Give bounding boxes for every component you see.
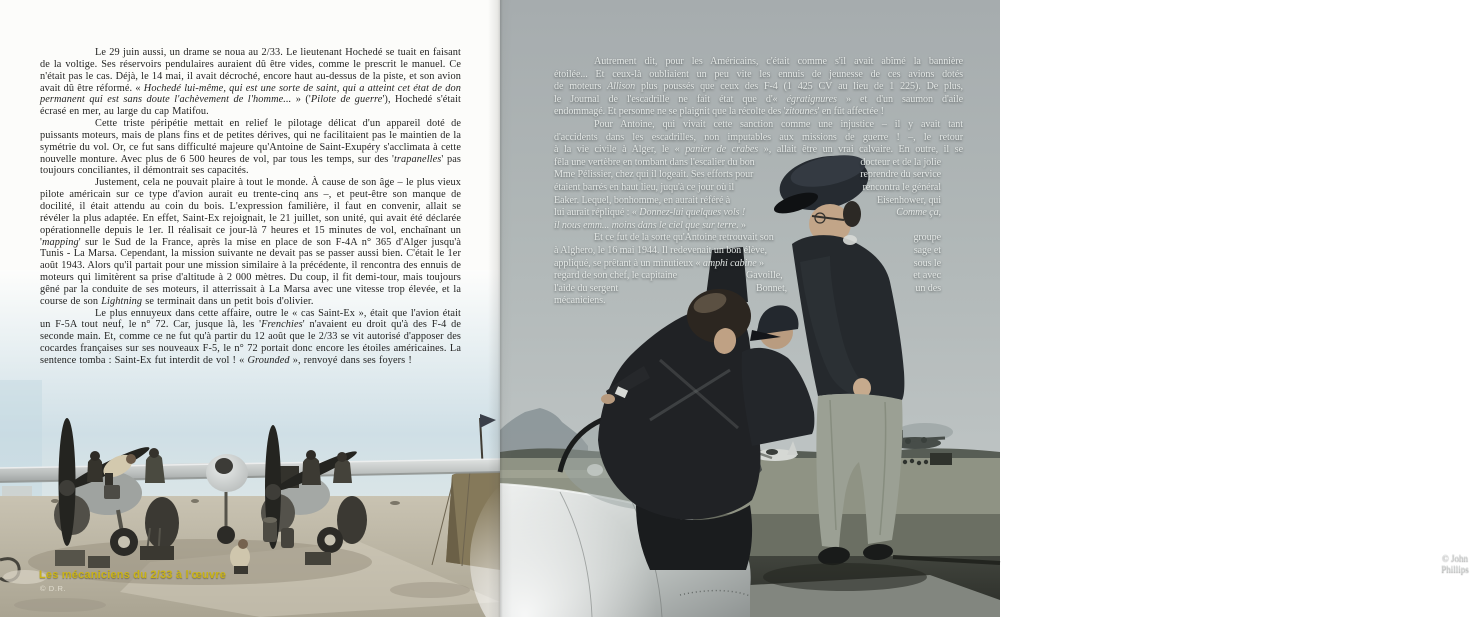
right-page [500,0,1469,617]
text-line: d'accidents dans les escadrilles, non imputables aux missions de guerre ! –, le retour [554,131,963,143]
text-line: Et ce fut de la sorte qu'Antoine retrouvait son groupe [594,232,941,244]
text-line: Eaker. Lequel, bonhomme, en aurait référé à Eisenhower, qui [554,194,941,206]
left-text-column [40,47,461,367]
text-line: appliqué, se prêtant à un minutieux « amphi cabine » sous le [554,257,941,269]
text-line: Autrement dit, pour les Américains, c'était comme s'il avait abîmé la bannière [594,56,963,67]
credit-line: © John [1441,553,1469,563]
right-text-overlay [554,0,963,400]
paragraph: Le 29 juin aussi, un drame se noua au 2/33. Le lieutenant Hochedé se tuait en faisant de la voltige. Ses réservoirs pendulaires auraient dû être vides, comme le prescrit le manuel. Ce n'était pas le cas. Déjà, le 14 mai, il avait décroché, encore haut au-dessus de la piste, et son avion avait dû être réformé. « Hochedé lui-même, qui est une sorte de saint, qui a atteint cet état de don permanent qui est sans doute l'achèvement de l'homme... » ('Pilote de guerre'), Hochedé s'était écrasé en mer, au large du cap Matifou. [40,47,462,118]
text-line: mécaniciens. [554,295,606,307]
text-line: l'aide du sergent Bonnet, un des [554,282,941,294]
paragraph: Le plus ennuyeux dans cette affaire, outre le « cas Saint-Ex », était que l'avion était un F-5A tout neuf, le n° 72. Car, jusque là, les 'Frenchies' n'avaient eu droit qu'à des F-4 de seconde main. Et, comme ce ne fut qu'à partir du 12 août que le 2/33 se vit autorisé d'apposer des cocardes françaises sur ses nouveaux F-5, le n° 72 portait donc encore les étoiles américaines. La sentence tomba : Saint-Ex fut interdit de vol ! « Grounded », renvoyé dans ses foyers ! [40,307,461,366]
text-line: regard de son chef, le capitaine Gavoille, et avec [554,270,941,282]
text-line: de moteurs Allison plus poussés que ceux des F-4 (1 425 CV au lieu de 1 225). De plus, [554,81,963,93]
text-line: étoilée... Et ceux-là oubliaient un peu vite les ennuis de jeunesse de ces avions dotés [554,68,963,80]
text-line: à la vie civile à Alger, le « panier de crabes », allait être un vrai calvaire. En outre, il se [554,144,963,156]
photo-credit-right [1428,553,1482,575]
text-line: Mme Pélissier, chez qui il logeait. Ses efforts pour reprendre du service [554,169,941,181]
text-line: il nous emm... moins dans le ciel que sur terre. » [554,219,746,231]
credit-line: Phillips [1441,564,1469,574]
text-line: lui aurait répliqué : « Donnez-lui quelques vols ! Comme ça, [554,207,941,219]
photo-caption: Les mécaniciens du 2/33 à l'œuvre [39,569,227,581]
text-line: étaient barrés en haut lieu, juqu'à ce jour où il rencontra le général [554,182,941,193]
photo-credit-left: © D.R. [40,584,67,593]
text-line: endommagé. Et personne ne se plaignit que la récolte des 'zitounes' en fût affectée ! [554,106,884,118]
paragraph: Cette triste péripétie mettait en relief le pilotage délicat d'un appareil doté de puissants moteurs, mais de plans fins et de petites dérives, qui ne facilitaient pas le maintien de la symétrie du vol. Or, ce fut sans difficulté majeure qu'Antoine de Saint-Exupéry s'acclimata à cette nouvelle monture. Avec plus de 6 500 heures de vol, par tous les temps, sur des 'trapanelles' pas toujours conciliantes, il démontrait ses capacités. [40,118,462,177]
text-line: à Alghero, le 16 mai 1944. Il redevenait un bon élève, sage et [554,245,941,256]
left-page [0,0,500,617]
text-line: le Journal de l'escadrille ne fait état que d'« égratignures » et d'un saumon d'aile [554,93,963,105]
text-line: Pour Antoine, qui vivait cette sanction comme une injustice – il y avait tant [594,119,963,130]
text-line: fêla une vertèbre en tombant dans l'escalier du bon docteur et de la jolie [554,156,941,168]
paragraph: Justement, cela ne pouvait plaire à tout le monde. À cause de son âge – le plus vieux pilote américain sur ce type d'avion aurait eu trente-cinq ans –, et peut-être son manque de docilité, il était attendu au coin du bois. L'expression familière, il faut en convenir, allait se révéler la plus adaptée. En effet, Saint-Ex rejoignait, le 21 juillet, son unité, qui avait été déclarée opérationnelle depuis le 1er. Il réalisait ce jour-là 7 heures et 15 minutes de vol, enchaînant un 'mapping' sur le Sud de la France, après la mise en place de son F-4A n° 365 d'Alger jusqu'à Tunis - La Marsa. Cependant, la mission suivante ne devait pas se passer aussi bien. C'était le 1er août 1943. Alors qu'il partait pour une mission similaire à la précédente, il rencontra des ennuis de moteurs qui limitèrent sa prise d'altitude à 2 000 mètres. Du coup, il fit demi-tour, mais toujours gêné par la conduite de ses moteurs, il atterrissait à La Marsa avec une vitesse trop élevée, et la course de son Lightning se terminait dans un petit bois d'olivier. [40,177,461,307]
